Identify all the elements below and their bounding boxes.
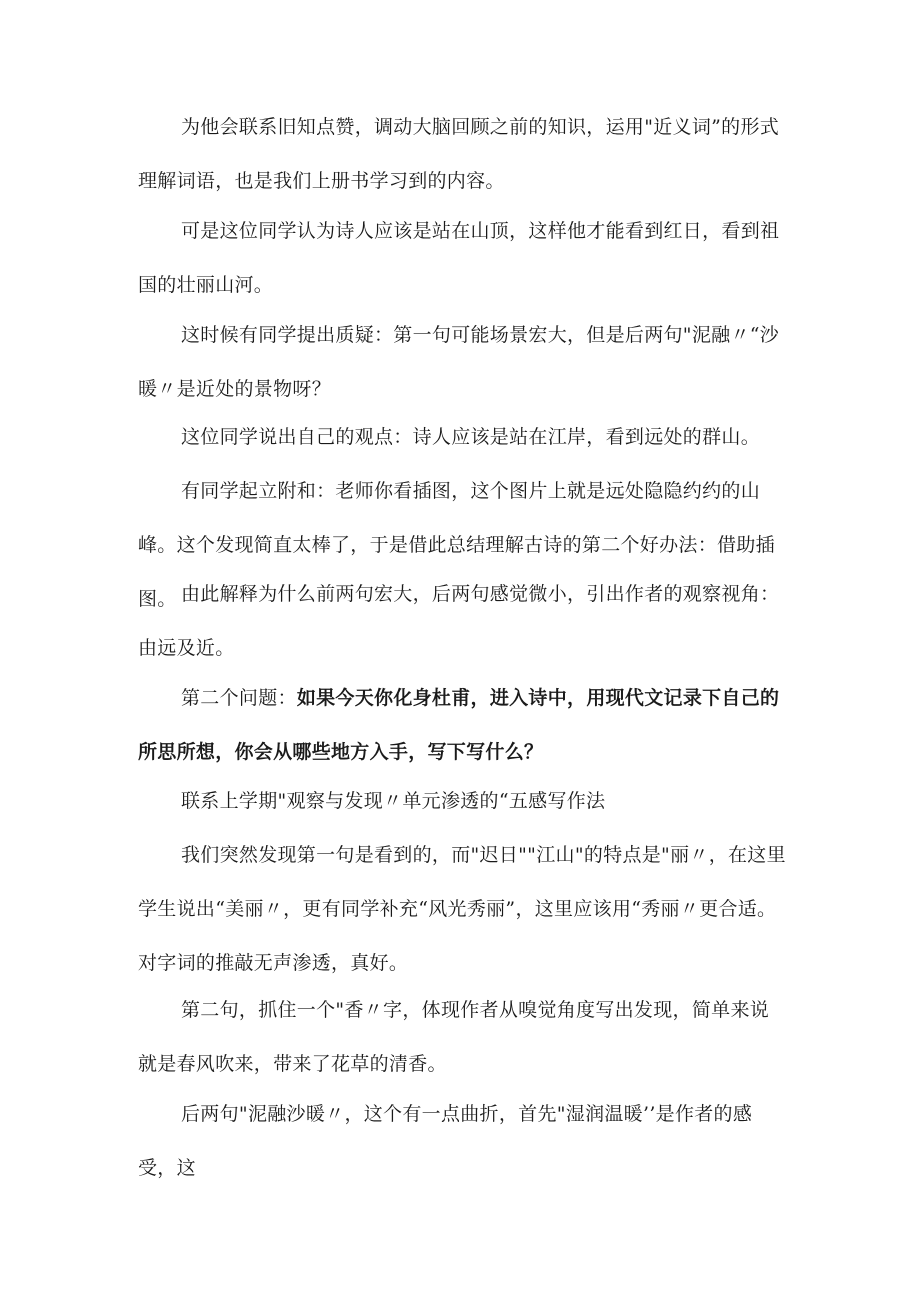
- paragraph-5: 有同学起立附和：老师你看插图，这个图片上就是远处隐隐约约的山峰。这个发现简直太棒了，于是借此总结理解古诗的第二个好办法：借助插图。: [138, 480, 775, 610]
- paragraph-1: 为他会联系旧知点赞，调动大脑回顾之前的知识，运用"近义词”的形式理解词语，也是我们上册书学习到的内容。: [138, 116, 780, 192]
- paragraph-9: 我们突然发现第一句是看到的，而"迟日""江山"的特点是"丽〃，在这里学生说出“美丽〃，更有同学补充“风光秀丽”，这里应该用“秀丽〃更合适。对字词的推敲无声渗透，真好。: [138, 844, 786, 974]
- question-text: 如果今天你化身杜甫，进入诗中，用现代文记录下自己的所思所想，你会从哪些地方入手，写下写什么？: [138, 687, 780, 763]
- paragraph-10: 第二句，抓住一个"香〃字，体现作者从嗅觉角度写出发现，简单来说就是春风吹来，带来了花草的清香。: [138, 999, 770, 1075]
- paragraph-11: 后两句"泥融沙暖〃，这个有一点曲折，首先"湿润温暖’’是作者的感受，这: [138, 1103, 753, 1179]
- paragraph-7: [138, 671, 788, 779]
- paragraph-6: 由此解释为什么前两句宏大，后两句感觉微小，引出作者的观察视角：由远及近。: [138, 583, 780, 659]
- paragraph-8: 联系上学期"观察与发现〃单元渗透的“五感写作法: [181, 790, 606, 812]
- question-label: 第二个问题：: [181, 687, 297, 709]
- paragraph-2: 可是这位同学认为诗人应该是站在山顶，这样他才能看到红日，看到祖国的壮丽山河。: [138, 220, 780, 296]
- paragraph-3: 这时候有同学提出质疑：第一句可能场景宏大，但是后两句"泥融〃“沙暖〃是近处的景物呀？: [138, 324, 780, 400]
- paragraph-4: 这位同学说出自己的观点：诗人应该是站在江岸，看到远处的群山。: [181, 426, 761, 448]
